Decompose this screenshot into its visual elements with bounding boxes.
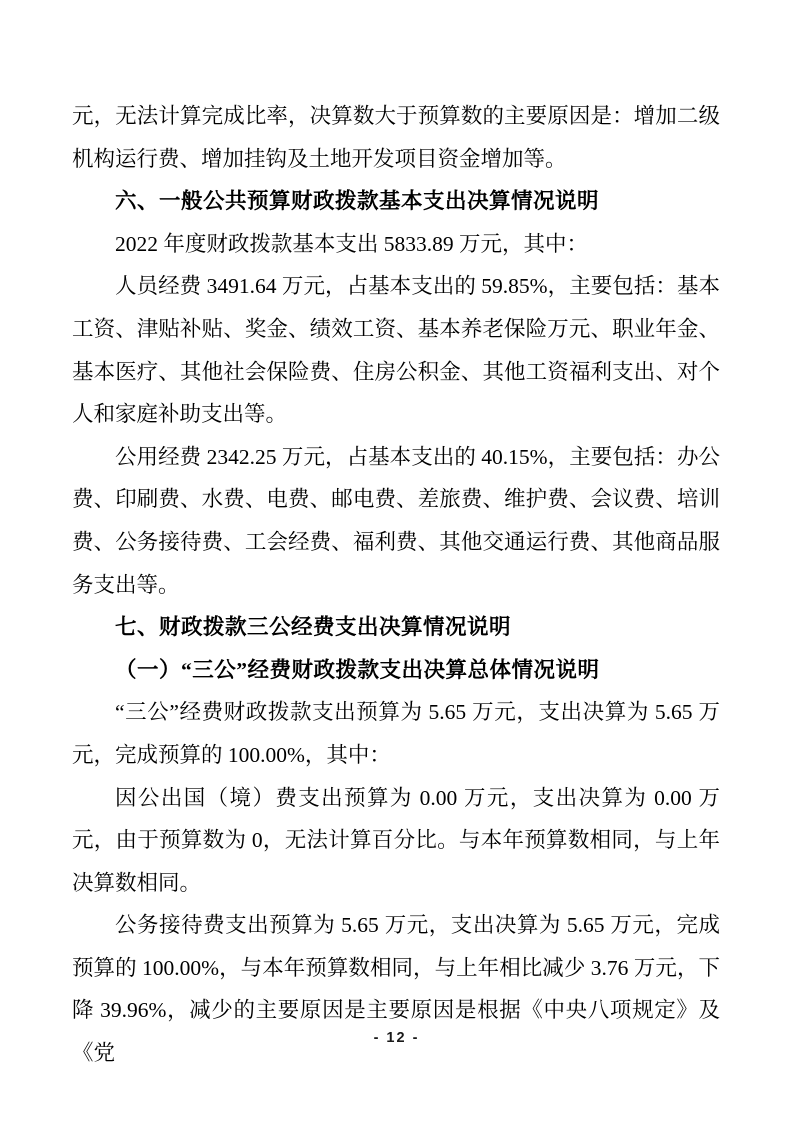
paragraph: 2022 年度财政拨款基本支出 5833.89 万元，其中： <box>115 231 589 256</box>
paragraph: “三公”经费财政拨款支出预算为 5.65 万元，支出决算为 5.65 万元，完成预算的 100.00%，其中： <box>72 700 720 767</box>
section-heading: 六、一般公共预算财政拨款基本支出决算情况说明 <box>115 189 600 214</box>
paragraph: 元，无法计算完成比率，决算数大于预算数的主要原因是：增加二级机构运行费、增加挂钩及土地开发项目资金增加等。 <box>72 104 720 171</box>
paragraph: 公用经费 2342.25 万元，占基本支出的 40.15%，主要包括：办公费、印刷费、水费、电费、邮电费、差旅费、维护费、会议费、培训费、公务接待费、工会经费、福利费、其他交通运行费、其他商品服务支出等。 <box>72 444 720 597</box>
section-heading: （一）“三公”经费财政拨款支出决算总体情况说明 <box>115 657 600 682</box>
paragraph: 因公出国（境）费支出预算为 0.00 万元，支出决算为 0.00 万元，由于预算数为 0，无法计算百分比。与本年预算数相同，与上年决算数相同。 <box>72 785 720 895</box>
page-number: - 12 - <box>373 1030 420 1046</box>
paragraph: 人员经费 3491.64 万元，占基本支出的 59.85%，主要包括：基本工资、津贴补贴、奖金、绩效工资、基本养老保险万元、职业年金、基本医疗、其他社会保险费、住房公积金、其他工资福利支出、对个人和家庭补助支出等。 <box>72 274 720 427</box>
document-body <box>72 95 720 1075</box>
paragraph: 公务接待费支出预算为 5.65 万元，支出决算为 5.65 万元，完成预算的 100.00%，与本年预算数相同，与上年相比减少 3.76 万元，下降 39.96%，减少的主要原因是主要原因是根据《中央八项规定》及《党 <box>72 913 720 1066</box>
section-heading: 七、财政拨款三公经费支出决算情况说明 <box>115 615 512 640</box>
